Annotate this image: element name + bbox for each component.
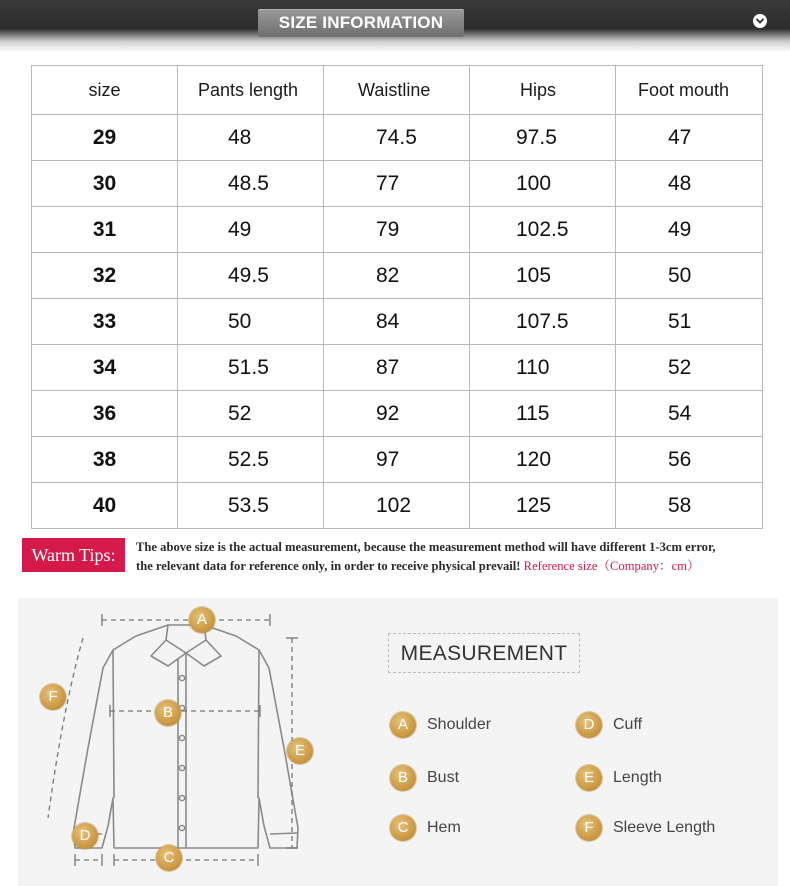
column-header-hips: Hips [470,66,616,115]
legend-label-cuff: Cuff [613,716,643,733]
hips-cell: 100 [470,161,616,207]
size-cell: 32 [32,253,178,299]
hips-cell: 115 [470,391,616,437]
column-header-foot-mouth: Foot mouth [616,66,763,115]
pants-length-cell: 50 [178,299,324,345]
waistline-cell: 97 [324,437,470,483]
pants-length-cell: 48.5 [178,161,324,207]
foot-mouth-cell: 49 [616,207,763,253]
table-header-row [32,66,763,115]
size-cell: 38 [32,437,178,483]
hips-cell: 120 [470,437,616,483]
legend-marker-a: A [390,712,416,738]
measurement-title: MEASUREMENT [400,642,568,665]
waistline-cell: 77 [324,161,470,207]
table-row [32,483,763,529]
size-cell: 31 [32,207,178,253]
chevron-down-icon[interactable] [753,14,767,28]
foot-mouth-cell: 56 [616,437,763,483]
pants-length-cell: 48 [178,115,324,161]
foot-mouth-cell: 47 [616,115,763,161]
size-table [31,65,763,529]
hips-cell: 97.5 [470,115,616,161]
legend-marker-e: E [576,765,602,791]
table-row [32,437,763,483]
table-row [32,299,763,345]
pants-length-cell: 53.5 [178,483,324,529]
size-cell: 29 [32,115,178,161]
tips-line-1: The above size is the actual measurement, because the measurement method will have different 1-3cm error, [136,540,716,554]
table-row [32,161,763,207]
legend-label-length: Length [613,769,662,786]
table-row [32,253,763,299]
size-cell: 30 [32,161,178,207]
marker-b-bust: B [155,700,181,726]
hips-cell: 107.5 [470,299,616,345]
legend-marker-c: C [390,815,416,841]
hips-cell: 110 [470,345,616,391]
pants-length-cell: 52.5 [178,437,324,483]
legend-marker-b: B [390,765,416,791]
waistline-cell: 87 [324,345,470,391]
marker-f-sleeve-length: F [40,684,66,710]
table-row [32,115,763,161]
foot-mouth-cell: 48 [616,161,763,207]
reference-size-note: Reference size（Company：cm） [523,559,700,573]
column-header-pants-length: Pants length [178,66,324,115]
table-row [32,345,763,391]
marker-a-shoulder: A [189,607,215,633]
marker-d-cuff: D [72,823,98,849]
legend-label-hem: Hem [427,819,461,836]
waistline-cell: 79 [324,207,470,253]
column-header-size: size [32,66,178,115]
legend-label-bust: Bust [427,769,460,786]
pants-length-cell: 51.5 [178,345,324,391]
marker-c-hem: C [156,845,182,871]
hips-cell: 105 [470,253,616,299]
column-header-waistline: Waistline [324,66,470,115]
tips-line-2-text: the relevant data for reference only, in order to receive physical prevail! [136,559,521,573]
foot-mouth-cell: 54 [616,391,763,437]
size-cell: 33 [32,299,178,345]
waistline-cell: 74.5 [324,115,470,161]
table-row [32,391,763,437]
foot-mouth-cell: 52 [616,345,763,391]
legend-label-sleeve-length: Sleeve Length [613,819,716,836]
hips-cell: 102.5 [470,207,616,253]
foot-mouth-cell: 51 [616,299,763,345]
foot-mouth-cell: 50 [616,253,763,299]
table-row [32,207,763,253]
size-cell: 36 [32,391,178,437]
hips-cell: 125 [470,483,616,529]
pants-length-cell: 52 [178,391,324,437]
waistline-cell: 92 [324,391,470,437]
page-title: SIZE INFORMATION [278,13,444,32]
waistline-cell: 82 [324,253,470,299]
warm-tips-text [136,538,776,576]
tips-line-2 [136,557,776,576]
size-cell: 40 [32,483,178,529]
legend-label-shoulder: Shoulder [427,716,492,733]
pants-length-cell: 49.5 [178,253,324,299]
foot-mouth-cell: 58 [616,483,763,529]
legend-marker-d: D [576,712,602,738]
warm-tips-badge: Warm Tips: [22,538,125,572]
marker-e-length: E [287,738,313,764]
waistline-cell: 102 [324,483,470,529]
waistline-cell: 84 [324,299,470,345]
pants-length-cell: 49 [178,207,324,253]
legend-marker-f: F [576,815,602,841]
size-cell: 34 [32,345,178,391]
